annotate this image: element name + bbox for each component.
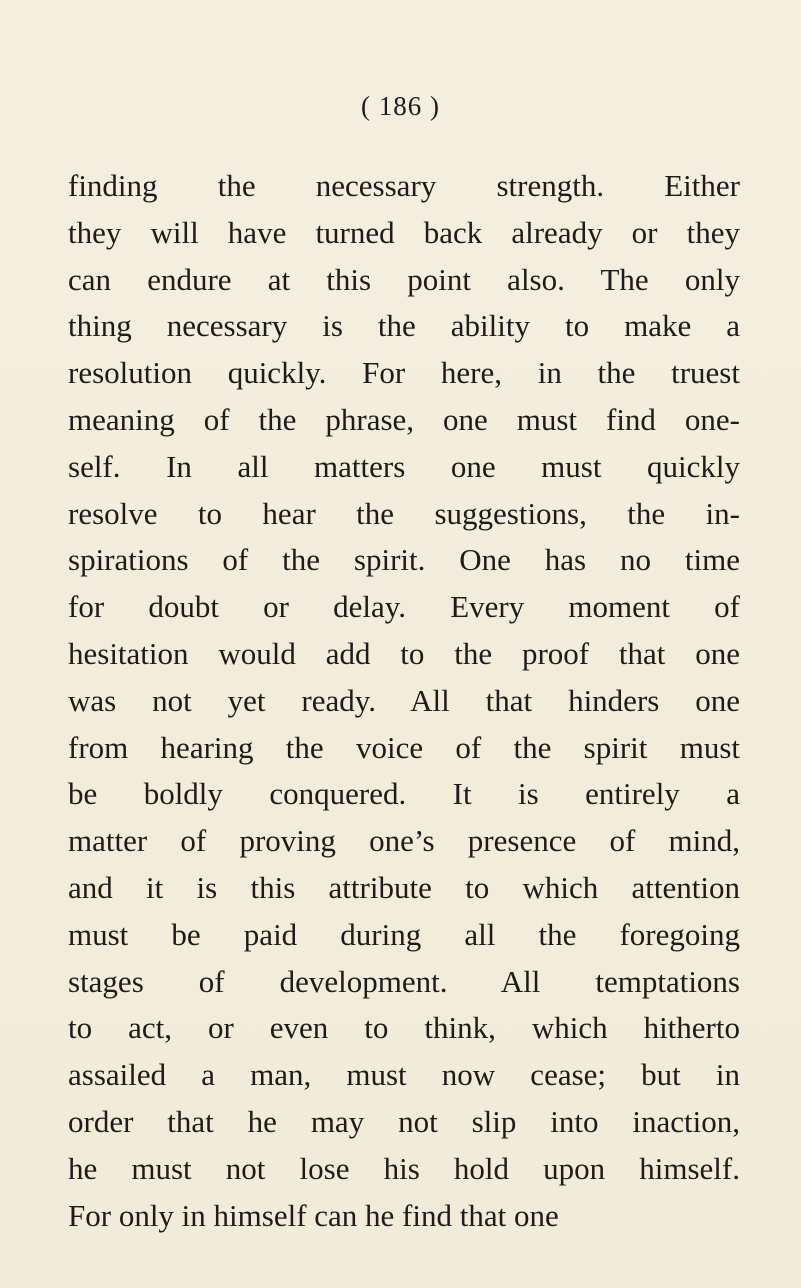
text-line: finding the necessary strength. Either: [68, 168, 740, 203]
text-line: must be paid during all the foregoing: [68, 916, 740, 952]
text-line: For only in himself can he find that one: [68, 1197, 559, 1233]
text-line: he must not lose his hold upon himself.: [68, 1150, 740, 1186]
text-line: assailed a man, must now cease; but in: [68, 1057, 740, 1093]
text-line: and it is this attribute to which attention: [68, 869, 740, 905]
text-line: be boldly conquered. It is entirely a: [68, 776, 740, 812]
text-line: was not yet ready. All that hinders one: [68, 682, 740, 718]
text-line: order that he may not slip into inaction,: [68, 1103, 740, 1139]
body-text: [68, 163, 740, 1239]
text-line: can endure at this point also. The only: [68, 261, 740, 297]
text-line: from hearing the voice of the spirit must: [68, 729, 740, 765]
text-line: matter of proving one’s presence of mind,: [68, 823, 740, 859]
text-line: hesitation would add to the proof that one: [68, 635, 740, 671]
text-line: thing necessary is the ability to make a: [68, 308, 740, 344]
text-line: resolve to hear the suggestions, the in-: [68, 495, 740, 531]
page-number: ( 186 ): [361, 91, 440, 121]
text-line: self. In all matters one must quickly: [68, 448, 740, 484]
text-line: stages of development. All temptations: [68, 963, 740, 999]
text-line: spirations of the spirit. One has no time: [68, 542, 740, 578]
text-line: to act, or even to think, which hitherto: [68, 1010, 740, 1046]
text-line: meaning of the phrase, one must find one-: [68, 401, 740, 437]
text-line: for doubt or delay. Every moment of: [68, 589, 740, 625]
text-line: they will have turned back already or they: [68, 214, 740, 250]
text-line: resolution quickly. For here, in the truest: [68, 355, 740, 391]
